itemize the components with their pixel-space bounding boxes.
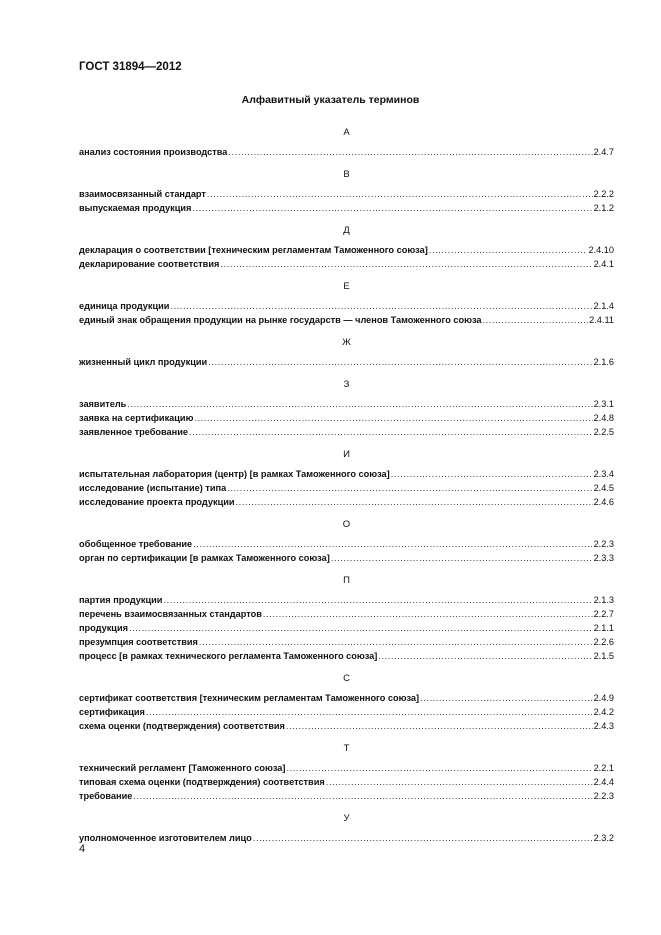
- index-entry: [79, 243, 614, 257]
- entry-term: жизненный цикл продукции: [79, 357, 208, 367]
- entry-term: обобщенное требование: [79, 539, 193, 549]
- entry-term: исследование (испытание) типа: [79, 483, 227, 493]
- index-entry: [79, 313, 614, 327]
- dot-leader: [429, 243, 588, 257]
- entry-reference: 2.3.1: [593, 399, 614, 409]
- entry-term: декларация о соответствии [техническим регламентам Таможенного союза]: [79, 245, 428, 255]
- index-entry: [79, 775, 614, 789]
- dot-leader: [163, 593, 592, 607]
- entry-term: схема оценки (подтверждения) соответствия: [79, 721, 285, 731]
- entry-term: орган по сертификации [в рамках Таможенного союза]: [79, 553, 330, 563]
- entry-reference: 2.4.1: [593, 259, 614, 269]
- dot-leader: [193, 537, 592, 551]
- section-letter: П: [343, 575, 350, 586]
- index-entry: [79, 355, 614, 369]
- index-entry: [79, 201, 614, 215]
- index-entry: [79, 397, 614, 411]
- index-entry: [79, 761, 614, 775]
- index-section: [79, 379, 614, 439]
- dot-leader: [170, 299, 592, 313]
- document-header: ГОСТ 31894—2012: [79, 61, 182, 73]
- section-letter: С: [343, 673, 350, 684]
- index-entry: [79, 705, 614, 719]
- entry-term: технический регламент [Таможенного союза]: [79, 763, 286, 773]
- entry-term: декларирование соответствия: [79, 259, 220, 269]
- section-letter: Д: [343, 225, 350, 236]
- entry-reference: 2.2.5: [593, 427, 614, 437]
- entry-reference: 2.4.9: [593, 693, 614, 703]
- dot-leader: [391, 467, 593, 481]
- index-entry: [79, 425, 614, 439]
- dot-leader: [146, 705, 593, 719]
- entry-term: сертификация: [79, 707, 145, 717]
- section-letter: У: [343, 813, 350, 824]
- entry-term: единый знак обращения продукции на рынке государств — членов Таможенного союза: [79, 315, 482, 325]
- entry-reference: 2.2.3: [593, 791, 614, 801]
- index-entry: [79, 481, 614, 495]
- entry-term: уполномоченное изготовителем лицо: [79, 833, 252, 843]
- index-entry: [79, 789, 614, 803]
- entry-reference: 2.4.5: [593, 483, 614, 493]
- entry-reference: 2.2.6: [593, 637, 614, 647]
- entry-reference: 2.1.1: [593, 623, 614, 633]
- entry-term: партия продукции: [79, 595, 163, 605]
- index-entry: [79, 299, 614, 313]
- index-entry: [79, 145, 614, 159]
- index-entry: [79, 537, 614, 551]
- entry-reference: 2.4.2: [593, 707, 614, 717]
- entry-term: продукция: [79, 623, 128, 633]
- dot-leader: [220, 257, 592, 271]
- index-section: [79, 225, 614, 271]
- index-section: [79, 673, 614, 733]
- dot-leader: [253, 831, 593, 845]
- dot-leader: [192, 201, 592, 215]
- dot-leader: [189, 425, 593, 439]
- entry-term: выпускаемая продукция: [79, 203, 192, 213]
- dot-leader: [236, 495, 593, 509]
- entry-term: взаимосвязанный стандарт: [79, 189, 206, 199]
- entry-reference: 2.2.1: [593, 763, 614, 773]
- entry-term: единица продукции: [79, 301, 170, 311]
- index-title: Алфавитный указатель терминов: [241, 94, 420, 106]
- entry-reference: 2.4.8: [593, 413, 614, 423]
- index-entry: [79, 593, 614, 607]
- index-section: [79, 127, 614, 159]
- dot-leader: [263, 607, 593, 621]
- dot-leader: [483, 313, 589, 327]
- index-section: [79, 519, 614, 565]
- index-entry: [79, 551, 614, 565]
- index-section: [79, 281, 614, 327]
- entry-reference: 2.2.2: [593, 189, 614, 199]
- entry-term: презумпция соответствия: [79, 637, 198, 647]
- entry-term: процесс [в рамках технического регламента Таможенного союза]: [79, 651, 378, 661]
- section-letter: З: [343, 379, 350, 390]
- dot-leader: [286, 719, 593, 733]
- entry-term: заявленное требование: [79, 427, 188, 437]
- page-number: 4: [79, 843, 86, 855]
- dot-leader: [420, 691, 592, 705]
- dot-leader: [207, 187, 593, 201]
- entry-term: испытательная лаборатория (центр) [в рамках Таможенного союза]: [79, 469, 390, 479]
- dot-leader: [208, 355, 592, 369]
- section-letter: Ж: [342, 337, 351, 348]
- dot-leader: [129, 621, 593, 635]
- entry-reference: 2.4.4: [593, 777, 614, 787]
- dot-leader: [227, 481, 592, 495]
- entry-reference: 2.4.3: [593, 721, 614, 731]
- dot-leader: [194, 411, 592, 425]
- entry-reference: 2.1.6: [593, 357, 614, 367]
- index-section: [79, 743, 614, 803]
- dot-leader: [326, 775, 593, 789]
- dot-leader: [378, 649, 592, 663]
- index-entry: [79, 649, 614, 663]
- dot-leader: [228, 145, 592, 159]
- entry-reference: 2.3.4: [593, 469, 614, 479]
- entry-reference: 2.2.7: [593, 609, 614, 619]
- index-entry: [79, 691, 614, 705]
- index-entry: [79, 257, 614, 271]
- entry-reference: 2.1.3: [593, 595, 614, 605]
- section-letter: В: [343, 169, 350, 180]
- index-entry: [79, 607, 614, 621]
- index-entry: [79, 635, 614, 649]
- dot-leader: [286, 761, 592, 775]
- index-section: [79, 575, 614, 663]
- index-entry: [79, 495, 614, 509]
- index-section: [79, 449, 614, 509]
- dot-leader: [331, 551, 593, 565]
- entry-term: заявка на сертификацию: [79, 413, 194, 423]
- entry-term: перечень взаимосвязанных стандартов: [79, 609, 262, 619]
- index-entry: [79, 621, 614, 635]
- entry-reference: 2.3.2: [593, 833, 614, 843]
- entry-term: требование: [79, 791, 133, 801]
- index-entry: [79, 187, 614, 201]
- entry-reference: 2.2.3: [593, 539, 614, 549]
- index-entry: [79, 719, 614, 733]
- entry-reference: 2.1.5: [593, 651, 614, 661]
- index-section: [79, 337, 614, 369]
- section-letter: И: [343, 449, 350, 460]
- section-letter: Е: [343, 281, 350, 292]
- entry-reference: 2.4.6: [593, 497, 614, 507]
- entry-reference: 2.4.7: [593, 147, 614, 157]
- entry-term: типовая схема оценки (подтверждения) соответствия: [79, 777, 325, 787]
- entry-reference: 2.1.2: [593, 203, 614, 213]
- entry-term: исследование проекта продукции: [79, 497, 235, 507]
- section-letter: Т: [343, 743, 350, 754]
- index-section: [79, 169, 614, 215]
- entry-term: анализ состояния производства: [79, 147, 228, 157]
- entry-reference: 2.4.10: [588, 245, 614, 255]
- dot-leader: [199, 635, 593, 649]
- entry-term: заявитель: [79, 399, 127, 409]
- entry-reference: 2.4.11: [589, 315, 614, 325]
- index-section: [79, 813, 614, 845]
- entry-term: сертификат соответствия [техническим регламентам Таможенного союза]: [79, 693, 420, 703]
- dot-leader: [133, 789, 592, 803]
- entry-reference: 2.3.3: [593, 553, 614, 563]
- section-letter: А: [343, 127, 350, 138]
- section-letter: О: [342, 519, 351, 530]
- index-entry: [79, 411, 614, 425]
- alphabetical-index: [79, 127, 614, 855]
- dot-leader: [127, 397, 592, 411]
- entry-reference: 2.1.4: [593, 301, 614, 311]
- index-entry: [79, 831, 614, 845]
- index-entry: [79, 467, 614, 481]
